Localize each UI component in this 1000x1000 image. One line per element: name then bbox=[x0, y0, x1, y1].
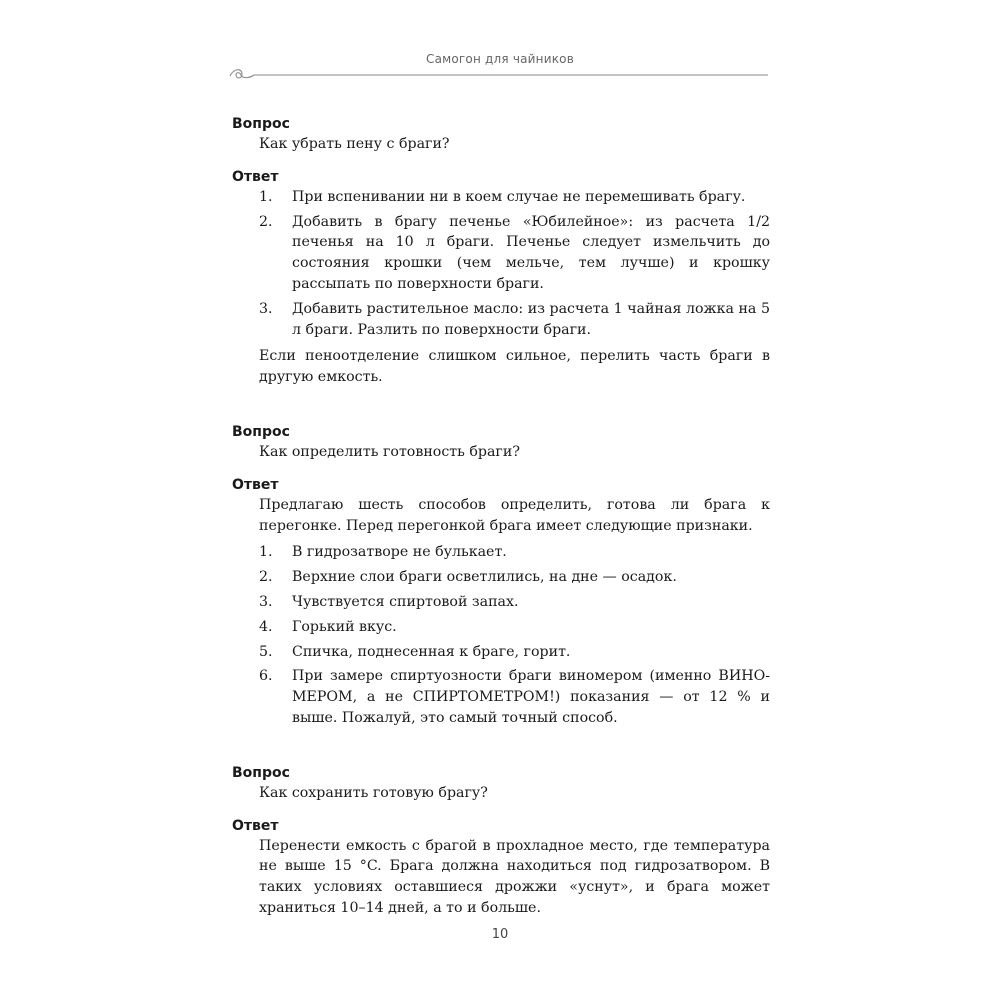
answer-label: Ответ bbox=[232, 168, 279, 185]
list-number: 4. bbox=[259, 618, 273, 635]
list-number: 3. bbox=[259, 300, 273, 317]
list-text: Спичка, поднесенная к браге, горит. bbox=[292, 643, 571, 660]
page-number: 10 bbox=[491, 927, 509, 942]
list-text: При вспенивании ни в коем случае не перемешивать брагу. bbox=[292, 188, 746, 205]
running-title: Самогон для чайников bbox=[426, 52, 574, 66]
list-number: 2. bbox=[259, 569, 273, 586]
answer-intro: Предлагаю шесть способов определить, готова ли брага к перегонке. Перед перегонкой брага имеет следующие признаки. bbox=[259, 496, 770, 534]
question-text: Как убрать пену с браги? bbox=[259, 136, 450, 152]
answer-label: Ответ bbox=[232, 476, 279, 493]
answer-text: Перенести емкость с брагой в прохладное место, где температура не выше 15 °C. Брага должна находиться под гидрозатвором. В таких условиях оставшиеся дрожжи «уснут», и брага может храниться 10–14 дней, а то и больше. bbox=[259, 837, 770, 916]
list-item bbox=[259, 617, 770, 638]
list-item bbox=[259, 642, 770, 663]
ornament-divider bbox=[228, 66, 770, 82]
page-body bbox=[232, 114, 770, 953]
list-text: В гидрозатворе не булькает. bbox=[292, 544, 507, 561]
list-item bbox=[259, 299, 770, 341]
list-number: 1. bbox=[259, 544, 273, 561]
question-label: Вопрос bbox=[232, 116, 290, 132]
list-item bbox=[259, 187, 770, 208]
question-text: Как определить готовность браги? bbox=[259, 443, 520, 460]
question-text: Как сохранить готовую брагу? bbox=[259, 784, 488, 801]
list-number: 2. bbox=[259, 213, 273, 230]
list-number: 5. bbox=[259, 643, 273, 660]
list-number: 6. bbox=[259, 668, 273, 685]
list-number: 1. bbox=[259, 188, 273, 205]
list-item bbox=[259, 212, 770, 295]
qa-section bbox=[232, 114, 770, 388]
answer-list bbox=[259, 542, 770, 728]
list-item bbox=[259, 542, 770, 563]
list-text: Чувствуется спиртовой запах. bbox=[292, 593, 519, 610]
answer-list bbox=[259, 187, 770, 341]
list-text: Верхние слои браги осветлились, на дне — осадок. bbox=[292, 569, 677, 586]
list-text: Добавить растительное масло: из расчета 1 чайная ложка на 5 л браги. Разлить по поверхности браги. bbox=[292, 300, 770, 338]
qa-section bbox=[232, 422, 770, 729]
list-item bbox=[259, 592, 770, 613]
list-text: При замере спиртуозности браги виномером (именно ВИНО-МЕРОМ, а не СПИРТОМЕТРОМ!) показания — от 12 % и выше. Пожалуй, это самый точный способ. bbox=[292, 668, 770, 726]
list-text: Горький вкус. bbox=[292, 618, 397, 635]
qa-section bbox=[232, 763, 770, 919]
answer-note: Если пеноотделение слишком сильное, перелить часть браги в другую емкость. bbox=[259, 348, 770, 386]
list-item bbox=[259, 666, 770, 728]
list-item bbox=[259, 567, 770, 588]
list-text: Добавить в брагу печенье «Юбилейное»: из расчета 1/2 печенья на 10 л браги. Печенье следует измельчить до состояния крошки (чем мельче, тем лучше) и крошку рассыпать по поверхности браги. bbox=[292, 213, 770, 292]
answer-label: Ответ bbox=[232, 817, 279, 834]
list-number: 3. bbox=[259, 593, 273, 610]
question-label: Вопрос bbox=[232, 764, 290, 781]
question-label: Вопрос bbox=[232, 423, 290, 440]
